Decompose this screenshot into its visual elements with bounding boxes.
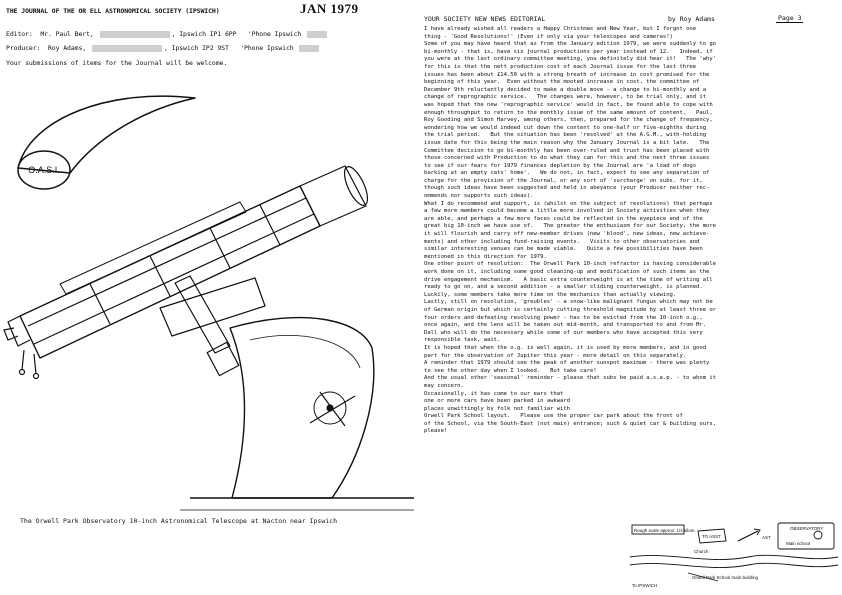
dew-cap	[300, 166, 366, 226]
editor-phone: 'Phone Ipswich	[247, 30, 302, 38]
page-number: Page 3	[778, 14, 802, 22]
hand-drawn-map	[628, 521, 840, 593]
editor-line	[6, 30, 329, 38]
redacted-address	[92, 45, 162, 52]
left-page	[0, 0, 414, 595]
map-church-label: Church	[694, 549, 709, 554]
finder-scope	[60, 202, 246, 294]
logo-text: O.A.S.I.	[28, 165, 60, 175]
logo-swoosh	[18, 96, 195, 173]
map-road	[630, 555, 838, 559]
producer-name: Roy Adams,	[47, 44, 87, 52]
editor-address: , Ipswich IP1 6PP	[171, 30, 237, 38]
map-main-school-label: Main school	[786, 541, 811, 546]
map-road-label: To IPSWICH	[632, 583, 658, 588]
right-page	[414, 0, 842, 595]
redacted-phone	[307, 31, 327, 38]
producer-label: Producer:	[6, 44, 41, 52]
map-ast-label: AST	[762, 535, 771, 540]
illustration-caption: The Orwell Park Observatory 10-inch Astronomical Telescope at Nacton near Ipswich	[20, 517, 337, 525]
editor-label: Editor:	[6, 30, 33, 38]
telescope-illustration	[0, 78, 414, 518]
map-pub-label: TO ASST	[702, 534, 721, 539]
redacted-phone	[299, 45, 319, 52]
editorial-title: YOUR SOCIETY NEW NEWS EDITORIAL	[424, 15, 546, 23]
editor-name: Mr. Paul Bert,	[40, 30, 94, 38]
producer-address: , Ipswich IP2 9ST	[163, 44, 229, 52]
map-observatory-label: OBSERVATORY	[790, 526, 824, 531]
pier	[230, 318, 374, 498]
map-school-entrance-label: Orwell Park School main building	[692, 575, 759, 580]
map-scale-label: Rough scale approx: 1/4 kilom.	[634, 528, 696, 533]
issue-date: JAN 1979	[300, 1, 359, 16]
polar-axis	[160, 278, 265, 336]
redacted-address	[100, 31, 170, 38]
producer-phone: 'Phone Ipswich	[240, 44, 294, 52]
editorial-author: by Roy Adams	[668, 15, 715, 23]
journal-masthead: THE JOURNAL OF THE OR ELL ASTRONOMICAL SOCIETY (IPSWICH)	[6, 7, 220, 15]
producer-line	[6, 44, 321, 52]
map-observatory-dome	[814, 531, 822, 539]
editorial-body: I have already wished all readers a Happy Christmas and New Year, but I forgot one thing - 'Good Resolutions!' (Even if only via your telescopes and cameras!) Some of you may have heard that as from the January edition 1979, we were suddenly to go bi-monthly - that is, have six journal productions per year instead of 12. Indeed, if you were at the last ordinary committee meeting, you definitely did hear it! The 'why' for this is that the nett production cost of each Journal issue for the last three issues has been about £14.50 with a strong breath of increase in cost promised for the beginning of this year. Even without the mooted increase in cost, the committee of December 9th reluctantly decided to make a double move - a change to bi-monthly and a change of reprographic service. The changes were, however, to be trial only, and it was hoped that the new 'reprographic service' would in fact, be found able to cope with enough throughput to return to the monthly issue of the same amount of content. Paul, Roy Gooding and Simon Harvey, among others, then, prepared for the change of frequency, wondering how we would indeed cut down the content to one-half or five-eighths during the trial period. But the situation has been 'resolved' at the A.G.M., with-holding issue date for this being the main reason why the January Journal is a bit late. The Committee decision to go bi-monthly has been over-ruled and trust has been placed with those concerned with Production to do what they can for this and the next three issues to see if our fears for 1979 finances depletion by the Journal are 'a load of dogs barking at an empty cats' home'. We do not, in fact, expect to see any separation of charge for the provision of the Journal, or any sort of 'surcharge' on subs. for it, though such ideas have been suggested and held in abeyance (your Producer neither rec- ommends nor supports such ideas). What I do recommend and support, is (whilst on the subject of resolutions) that perhaps a few more members could become a little more involved in Society activities when they are able, and perhaps a few more faces could be reflected in the eyepiece end of the great big 10-inch we have use of. The greater the enthusiasm for our Society, the more it will flourish and carry off new-member drives (new 'blood', new ideas, new achieve- ments) and other including fund-raising events. Visits to other observatories and similar interesting venues can be made viable. Quite a few possibilities have been mentioned in this direction for 1979. One other point of resolution: The Orwell Park 10-inch refractor is having considerable work done on it, including some good cleaning-up and modification of such items as the drive engagement mechanism. A basic extra counterweight is at the time of writing all ready to go on, and a second addition - a smaller sliding counterweight, is planned. Luckily, some members take more time on the mechanics than actually viewing. Lastly, still on resolution, 'greubles' - a snow-like malignant fungus which may not be of German origin but which is certainly cutting threshold magnitude by at least three or four orders and defeating resolving power - has to be evicted from the 10-inch o.g., once again, and the lens will be taken out mid-month, and transported to and from Mr. Dall who will do the necessary while some of our members who have accepted this very responsible task, wait. It is hoped that when the o.g. is well again, it is used by more members, and in good part for the observation of Jupiter this year - more detail on this separately. A reminder that 1979 should see the peak of another sunspot maximum - there was plenty to see the other day when I looked. But take care! And the usual other 'seasonal' reminder - please that subs be paid a.s.a.p. - to whom it may concern. Occasionally, it has come to our ears that one or more cars have been parked in awkward places unwittingly by folk not familiar with Orwell Park School layout. Please use the proper car park about the front of of the School, via the South-East (not main) entrance; such & quiet car & building ours, please!	[424, 26, 716, 435]
submissions-note: Your submissions of items for the Journal will be welcome.	[6, 59, 228, 67]
declination-axis	[175, 276, 230, 353]
